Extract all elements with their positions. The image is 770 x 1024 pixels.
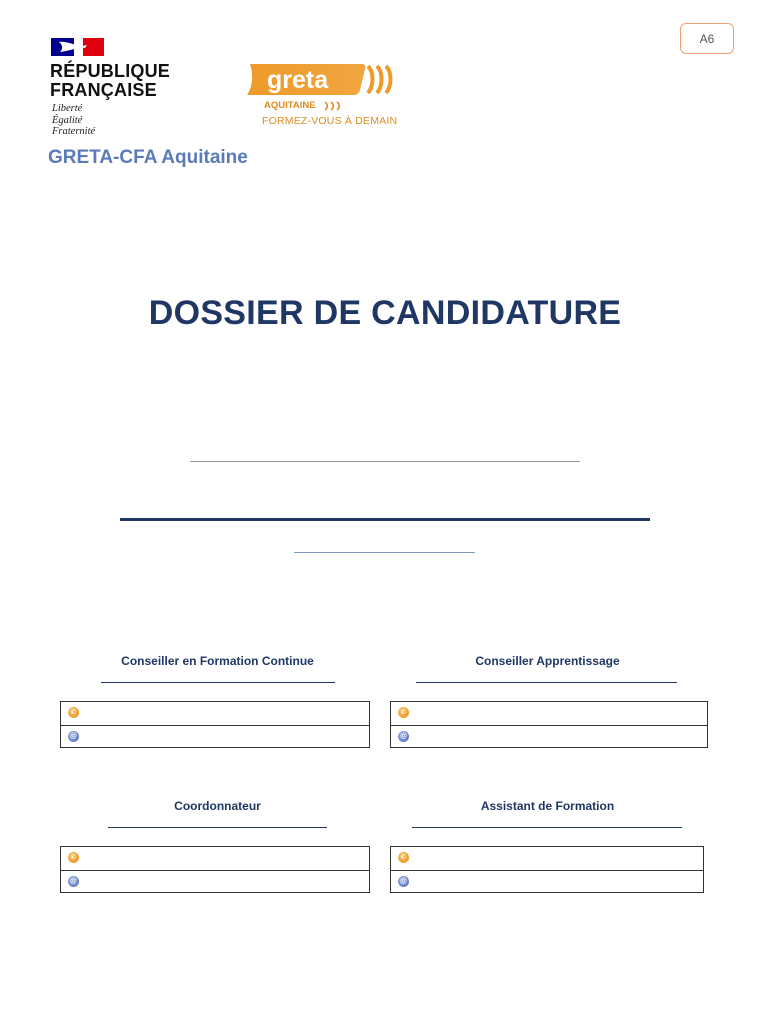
email-icon: @: [399, 878, 408, 885]
phone-field[interactable]: [61, 702, 369, 725]
contact-name-line: [416, 682, 677, 683]
greta-logo-text: greta: [267, 66, 329, 94]
email-field[interactable]: [391, 870, 703, 893]
email-icon: @: [69, 733, 78, 740]
field-line-dates: [294, 552, 475, 553]
contact-heading-assistant-formation: Assistant de Formation: [480, 799, 615, 813]
contact-box-assistant-formation: [390, 846, 704, 893]
rf-title-line-1: RÉPUBLIQUE: [50, 61, 171, 81]
phone-field[interactable]: [391, 702, 707, 725]
marianne-flag-icon: [51, 38, 104, 56]
contact-box-conseiller-apprentissage: [390, 701, 708, 748]
motto-fraternite: Fraternité: [52, 126, 96, 137]
field-line-title: [120, 518, 650, 521]
motto-egalite: Égalité: [52, 114, 83, 126]
organization-name: GRETA-CFA Aquitaine: [48, 147, 248, 168]
page-title: DOSSIER DE CANDIDATURE: [148, 294, 622, 332]
contact-heading-coordonnateur: Coordonnateur: [174, 799, 261, 813]
contact-name-line: [101, 682, 335, 683]
greta-chevrons-icon: [324, 101, 342, 111]
phone-field[interactable]: [61, 847, 369, 870]
document-code-badge: A6: [680, 23, 734, 54]
contact-name-line: [108, 827, 327, 828]
contact-box-conseiller-formation: [60, 701, 370, 748]
email-field[interactable]: [61, 870, 369, 893]
phone-icon: ✆: [398, 852, 409, 863]
rf-title-line-2: FRANÇAISE: [50, 80, 157, 100]
contact-box-coordonnateur: [60, 846, 370, 893]
email-icon: @: [69, 878, 78, 885]
phone-field[interactable]: [391, 847, 703, 870]
contact-name-line: [412, 827, 682, 828]
republique-motto: [52, 103, 95, 138]
greta-subtitle: AQUITAINE: [264, 100, 316, 111]
republique-francaise-title: [50, 62, 170, 100]
phone-icon: ✆: [68, 852, 79, 863]
email-icon: @: [399, 733, 408, 740]
motto-liberte: Liberté: [52, 103, 83, 114]
email-field[interactable]: [61, 725, 369, 748]
field-line-formation: [190, 461, 580, 462]
phone-icon: ✆: [68, 707, 79, 718]
email-field[interactable]: [391, 725, 707, 748]
phone-icon: ✆: [398, 707, 409, 718]
contact-heading-conseiller-apprentissage: Conseiller Apprentissage: [475, 654, 620, 668]
greta-slogan: FORMEZ-VOUS À DEMAIN: [262, 115, 398, 127]
contact-heading-conseiller-formation: Conseiller en Formation Continue: [121, 654, 314, 668]
